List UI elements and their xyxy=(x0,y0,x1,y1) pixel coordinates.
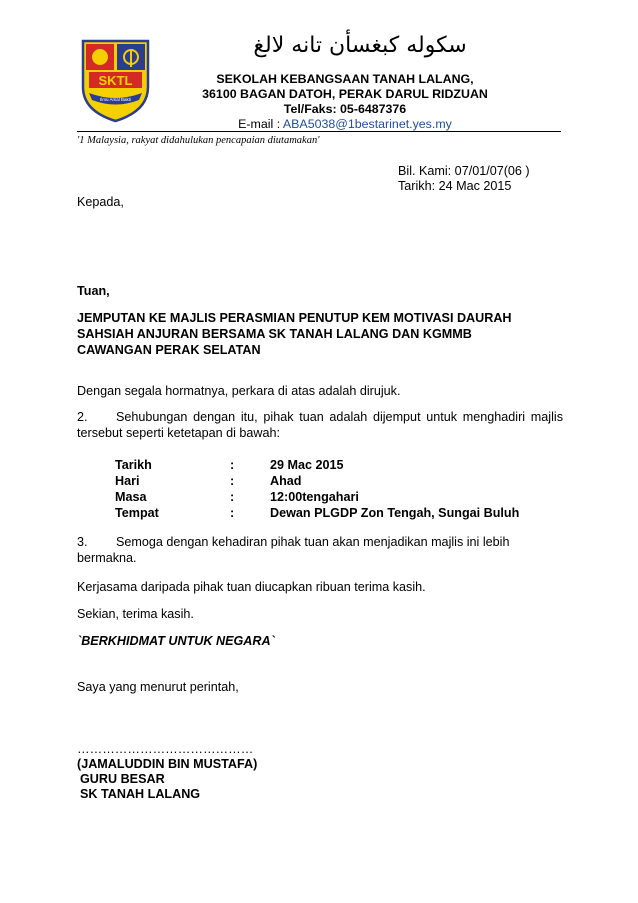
detail-separator: : xyxy=(230,506,235,520)
paragraph-1: Dengan segala hormatnya, perkara di atas adalah dirujuk. xyxy=(77,384,401,398)
slogan: `BERKHIDMAT UNTUK NEGARA` xyxy=(77,634,275,648)
signatory-school: SK TANAH LALANG xyxy=(80,787,201,801)
detail-label: Hari xyxy=(115,474,140,488)
subject xyxy=(77,310,563,358)
paragraph-text: bermakna. xyxy=(77,551,137,565)
signature-line: …………………………………… xyxy=(77,742,254,756)
subject-line: CAWANGAN PERAK SELATAN xyxy=(77,343,261,357)
paragraph-text: Sehubungan dengan itu, pihak tuan adalah dijemput untuk menghadiri majlis xyxy=(116,410,563,424)
school-name: SEKOLAH KEBANGSAAN TANAH LALANG, xyxy=(216,72,474,86)
detail-value: Ahad xyxy=(270,474,302,488)
paragraph-2 xyxy=(77,409,563,441)
detail-row xyxy=(115,457,519,473)
school-name-jawi: سکوله کبغسأن تانه لالغ xyxy=(253,33,467,58)
reference-number: Bil. Kami: 07/01/07(06 ) xyxy=(398,164,530,178)
salutation: Tuan, xyxy=(77,284,110,298)
subject-line: JEMPUTAN KE MAJLIS PERASMIAN PENUTUP KEM MOTIVASI DAURAH xyxy=(77,311,512,325)
school-telfax: Tel/Faks: 05-6487376 xyxy=(283,102,407,116)
detail-row xyxy=(115,473,519,489)
school-address: 36100 BAGAN DATOH, PERAK DARUL RIDZUAN xyxy=(202,87,488,101)
letter-date: Tarikh: 24 Mac 2015 xyxy=(398,179,512,193)
email-label: E-mail : xyxy=(238,117,283,131)
signatory-name: (JAMALUDDIN BIN MUSTAFA) xyxy=(77,757,258,771)
school-logo xyxy=(79,37,152,123)
logo-text: SKTL xyxy=(98,73,133,88)
paragraph-number: 2. xyxy=(77,410,88,424)
detail-label: Tarikh xyxy=(115,458,152,472)
school-email xyxy=(160,117,530,131)
detail-label: Masa xyxy=(115,490,147,504)
header-divider xyxy=(77,131,561,132)
email-link[interactable]: ABA5038@1bestarinet.yes.my xyxy=(282,117,452,131)
logo-motto: Ilmu Amal Bakti xyxy=(99,97,132,102)
paragraph-3 xyxy=(77,534,563,566)
detail-row xyxy=(115,489,519,505)
detail-separator: : xyxy=(230,458,235,472)
detail-row xyxy=(115,505,519,521)
paragraph-4: Kerjasama daripada pihak tuan diucapkan ribuan terima kasih. xyxy=(77,580,426,594)
closing: Saya yang menurut perintah, xyxy=(77,680,239,694)
detail-separator: : xyxy=(230,474,235,488)
subject-line: SAHSIAH ANJURAN BERSAMA SK TANAH LALANG DAN KGMMB xyxy=(77,327,472,341)
recipient-label: Kepada, xyxy=(77,195,124,209)
detail-value: 12:00tengahari xyxy=(270,490,359,504)
detail-value: Dewan PLGDP Zon Tengah, Sungai Buluh xyxy=(270,506,520,520)
detail-value: 29 Mac 2015 xyxy=(270,458,344,472)
detail-label: Tempat xyxy=(115,506,159,520)
signatory-title: GURU BESAR xyxy=(80,772,165,786)
paragraph-text: tersebut seperti ketetapan di bawah: xyxy=(77,426,281,440)
detail-separator: : xyxy=(230,490,235,504)
paragraph-number: 3. xyxy=(77,535,88,549)
motto: '1 Malaysia, rakyat didahulukan pencapaian diutamakan' xyxy=(77,135,320,146)
paragraph-5: Sekian, terima kasih. xyxy=(77,607,194,621)
event-details xyxy=(115,457,519,521)
paragraph-text: Semoga dengan kehadiran pihak tuan akan menjadikan majlis ini lebih xyxy=(116,535,510,549)
